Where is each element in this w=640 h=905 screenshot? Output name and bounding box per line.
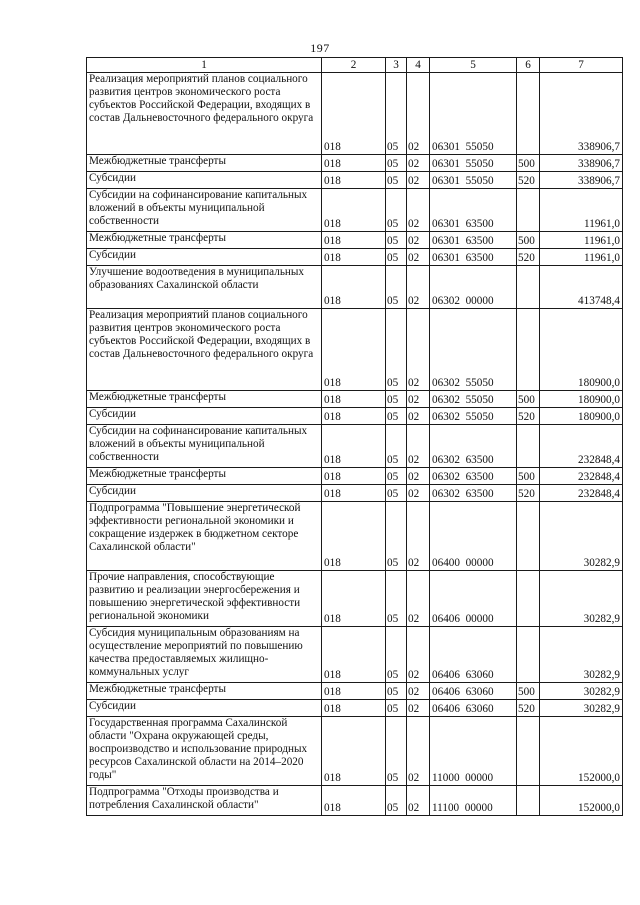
cell-target-article: 06301 63500 bbox=[430, 232, 517, 249]
cell-target-article: 06406 63060 bbox=[430, 627, 517, 683]
cell-ministry-code: 018 bbox=[322, 309, 386, 391]
cell-amount: 232848,4 bbox=[540, 425, 623, 468]
table-row bbox=[87, 189, 623, 232]
cell-target-article: 06302 00000 bbox=[430, 266, 517, 309]
cell-amount: 338906,7 bbox=[540, 172, 623, 189]
cell-amount: 338906,7 bbox=[540, 155, 623, 172]
cell-ministry-code: 018 bbox=[322, 73, 386, 155]
cell-amount: 180900,0 bbox=[540, 391, 623, 408]
cell-amount: 30282,9 bbox=[540, 700, 623, 717]
cell-amount: 180900,0 bbox=[540, 309, 623, 391]
row-name: Субсидии bbox=[87, 172, 322, 189]
table-body bbox=[87, 73, 623, 816]
cell-section: 05 bbox=[386, 391, 407, 408]
cell-expense-type: 520 bbox=[517, 249, 540, 266]
cell-amount: 30282,9 bbox=[540, 683, 623, 700]
row-name: Межбюджетные трансферты bbox=[87, 155, 322, 172]
cell-subsection: 02 bbox=[407, 627, 430, 683]
cell-target-article: 06406 00000 bbox=[430, 571, 517, 627]
cell-target-article: 06406 63060 bbox=[430, 700, 517, 717]
cell-ministry-code: 018 bbox=[322, 571, 386, 627]
cell-ministry-code: 018 bbox=[322, 502, 386, 571]
cell-subsection: 02 bbox=[407, 309, 430, 391]
cell-expense-type bbox=[517, 627, 540, 683]
cell-subsection: 02 bbox=[407, 502, 430, 571]
cell-expense-type: 500 bbox=[517, 468, 540, 485]
cell-expense-type: 500 bbox=[517, 232, 540, 249]
table-row bbox=[87, 266, 623, 309]
cell-amount: 232848,4 bbox=[540, 485, 623, 502]
cell-section: 05 bbox=[386, 309, 407, 391]
row-name: Подпрограмма "Повышение энергетической эффективности региональной экономики и сокращение издержек в бюджетном секторе Сахалинской области" bbox=[87, 502, 322, 571]
cell-subsection: 02 bbox=[407, 249, 430, 266]
cell-expense-type bbox=[517, 502, 540, 571]
cell-expense-type: 520 bbox=[517, 700, 540, 717]
cell-subsection: 02 bbox=[407, 683, 430, 700]
cell-ministry-code: 018 bbox=[322, 172, 386, 189]
cell-subsection: 02 bbox=[407, 73, 430, 155]
cell-expense-type: 500 bbox=[517, 683, 540, 700]
column-header: 3 bbox=[386, 58, 407, 73]
table-row bbox=[87, 627, 623, 683]
table-row bbox=[87, 391, 623, 408]
cell-amount: 413748,4 bbox=[540, 266, 623, 309]
column-header: 4 bbox=[407, 58, 430, 73]
row-name: Улучшение водоотведения в муниципальных образованиях Сахалинской области bbox=[87, 266, 322, 309]
table-row bbox=[87, 309, 623, 391]
cell-section: 05 bbox=[386, 700, 407, 717]
cell-ministry-code: 018 bbox=[322, 425, 386, 468]
table-row bbox=[87, 425, 623, 468]
cell-expense-type bbox=[517, 425, 540, 468]
cell-ministry-code: 018 bbox=[322, 155, 386, 172]
cell-target-article: 06302 55050 bbox=[430, 391, 517, 408]
cell-section: 05 bbox=[386, 266, 407, 309]
cell-expense-type bbox=[517, 309, 540, 391]
cell-ministry-code: 018 bbox=[322, 468, 386, 485]
row-name: Субсидии на софинансирование капитальных вложений в объекты муниципальной собственности bbox=[87, 189, 322, 232]
column-header: 6 bbox=[517, 58, 540, 73]
cell-amount: 30282,9 bbox=[540, 502, 623, 571]
cell-amount: 152000,0 bbox=[540, 786, 623, 816]
cell-target-article: 06400 00000 bbox=[430, 502, 517, 571]
table-row bbox=[87, 249, 623, 266]
cell-target-article: 06302 55050 bbox=[430, 309, 517, 391]
cell-ministry-code: 018 bbox=[322, 189, 386, 232]
cell-amount: 11961,0 bbox=[540, 189, 623, 232]
cell-section: 05 bbox=[386, 627, 407, 683]
cell-expense-type bbox=[517, 266, 540, 309]
row-name: Подпрограмма "Отходы производства и потребления Сахалинской области" bbox=[87, 786, 322, 816]
page-number: 197 bbox=[310, 41, 330, 55]
cell-ministry-code: 018 bbox=[322, 683, 386, 700]
cell-expense-type bbox=[517, 73, 540, 155]
cell-amount: 152000,0 bbox=[540, 717, 623, 786]
table-row bbox=[87, 73, 623, 155]
cell-section: 05 bbox=[386, 571, 407, 627]
cell-target-article: 06301 55050 bbox=[430, 73, 517, 155]
cell-section: 05 bbox=[386, 683, 407, 700]
column-header: 7 bbox=[540, 58, 623, 73]
cell-ministry-code: 018 bbox=[322, 266, 386, 309]
table-row bbox=[87, 232, 623, 249]
row-name: Реализация мероприятий планов социального развития центров экономического роста субъектов Российской Федерации, входящих в состав Дальневосточного федерального округа bbox=[87, 73, 322, 155]
cell-amount: 232848,4 bbox=[540, 468, 623, 485]
cell-target-article: 06301 63500 bbox=[430, 249, 517, 266]
cell-subsection: 02 bbox=[407, 232, 430, 249]
cell-section: 05 bbox=[386, 717, 407, 786]
cell-expense-type bbox=[517, 717, 540, 786]
row-name: Межбюджетные трансферты bbox=[87, 683, 322, 700]
table-row bbox=[87, 717, 623, 786]
cell-amount: 338906,7 bbox=[540, 73, 623, 155]
cell-expense-type bbox=[517, 571, 540, 627]
column-header: 2 bbox=[322, 58, 386, 73]
table-row bbox=[87, 786, 623, 816]
cell-ministry-code: 018 bbox=[322, 391, 386, 408]
row-name: Государственная программа Сахалинской области "Охрана окружающей среды, воспроизводство и использование природных ресурсов Сахалинской области на 2014–2020 годы" bbox=[87, 717, 322, 786]
budget-table bbox=[86, 57, 623, 816]
cell-subsection: 02 bbox=[407, 266, 430, 309]
cell-ministry-code: 018 bbox=[322, 408, 386, 425]
cell-section: 05 bbox=[386, 468, 407, 485]
cell-section: 05 bbox=[386, 73, 407, 155]
row-name: Субсидии bbox=[87, 700, 322, 717]
table-row bbox=[87, 468, 623, 485]
cell-target-article: 06302 55050 bbox=[430, 408, 517, 425]
cell-ministry-code: 018 bbox=[322, 485, 386, 502]
row-name: Субсидии bbox=[87, 249, 322, 266]
cell-target-article: 06301 55050 bbox=[430, 172, 517, 189]
cell-expense-type: 500 bbox=[517, 391, 540, 408]
cell-section: 05 bbox=[386, 485, 407, 502]
cell-expense-type bbox=[517, 786, 540, 816]
row-name: Субсидия муниципальным образованиям на осуществление мероприятий по повышению качества предоставляемых жилищно-коммунальных услуг bbox=[87, 627, 322, 683]
cell-section: 05 bbox=[386, 155, 407, 172]
cell-amount: 30282,9 bbox=[540, 571, 623, 627]
row-name: Субсидии bbox=[87, 408, 322, 425]
cell-subsection: 02 bbox=[407, 391, 430, 408]
cell-section: 05 bbox=[386, 232, 407, 249]
cell-subsection: 02 bbox=[407, 700, 430, 717]
cell-target-article: 11000 00000 bbox=[430, 717, 517, 786]
cell-target-article: 06302 63500 bbox=[430, 468, 517, 485]
table-row bbox=[87, 408, 623, 425]
cell-expense-type bbox=[517, 189, 540, 232]
row-name: Прочие направления, способствующие развитию и реализации энергосбережения и повышению энергетической эффективности региональной экономики bbox=[87, 571, 322, 627]
row-name: Межбюджетные трансферты bbox=[87, 391, 322, 408]
cell-subsection: 02 bbox=[407, 155, 430, 172]
column-header: 1 bbox=[87, 58, 322, 73]
row-name: Субсидии bbox=[87, 485, 322, 502]
cell-subsection: 02 bbox=[407, 571, 430, 627]
cell-ministry-code: 018 bbox=[322, 232, 386, 249]
cell-ministry-code: 018 bbox=[322, 700, 386, 717]
cell-subsection: 02 bbox=[407, 425, 430, 468]
cell-subsection: 02 bbox=[407, 786, 430, 816]
cell-section: 05 bbox=[386, 502, 407, 571]
table-row bbox=[87, 683, 623, 700]
cell-section: 05 bbox=[386, 786, 407, 816]
cell-target-article: 06302 63500 bbox=[430, 485, 517, 502]
table-row bbox=[87, 502, 623, 571]
cell-section: 05 bbox=[386, 249, 407, 266]
cell-subsection: 02 bbox=[407, 408, 430, 425]
cell-target-article: 06406 63060 bbox=[430, 683, 517, 700]
column-header: 5 bbox=[430, 58, 517, 73]
table-header bbox=[87, 58, 623, 73]
table-row bbox=[87, 485, 623, 502]
row-name: Межбюджетные трансферты bbox=[87, 232, 322, 249]
row-name: Межбюджетные трансферты bbox=[87, 468, 322, 485]
cell-subsection: 02 bbox=[407, 189, 430, 232]
cell-amount: 180900,0 bbox=[540, 408, 623, 425]
table-row bbox=[87, 155, 623, 172]
cell-expense-type: 520 bbox=[517, 408, 540, 425]
cell-ministry-code: 018 bbox=[322, 786, 386, 816]
cell-amount: 11961,0 bbox=[540, 249, 623, 266]
cell-target-article: 06301 63500 bbox=[430, 189, 517, 232]
row-name: Субсидии на софинансирование капитальных вложений в объекты муниципальной собственности bbox=[87, 425, 322, 468]
cell-ministry-code: 018 bbox=[322, 249, 386, 266]
cell-section: 05 bbox=[386, 189, 407, 232]
cell-target-article: 11100 00000 bbox=[430, 786, 517, 816]
cell-amount: 30282,9 bbox=[540, 627, 623, 683]
row-name: Реализация мероприятий планов социального развития центров экономического роста субъектов Российской Федерации, входящих в состав Дальневосточного федерального округа bbox=[87, 309, 322, 391]
cell-expense-type: 520 bbox=[517, 172, 540, 189]
cell-ministry-code: 018 bbox=[322, 717, 386, 786]
cell-target-article: 06301 55050 bbox=[430, 155, 517, 172]
table-row bbox=[87, 571, 623, 627]
cell-subsection: 02 bbox=[407, 172, 430, 189]
cell-subsection: 02 bbox=[407, 468, 430, 485]
cell-section: 05 bbox=[386, 172, 407, 189]
cell-section: 05 bbox=[386, 408, 407, 425]
cell-subsection: 02 bbox=[407, 717, 430, 786]
cell-amount: 11961,0 bbox=[540, 232, 623, 249]
cell-ministry-code: 018 bbox=[322, 627, 386, 683]
cell-expense-type: 500 bbox=[517, 155, 540, 172]
table-row bbox=[87, 172, 623, 189]
cell-expense-type: 520 bbox=[517, 485, 540, 502]
cell-section: 05 bbox=[386, 425, 407, 468]
cell-subsection: 02 bbox=[407, 485, 430, 502]
cell-target-article: 06302 63500 bbox=[430, 425, 517, 468]
table-row bbox=[87, 700, 623, 717]
